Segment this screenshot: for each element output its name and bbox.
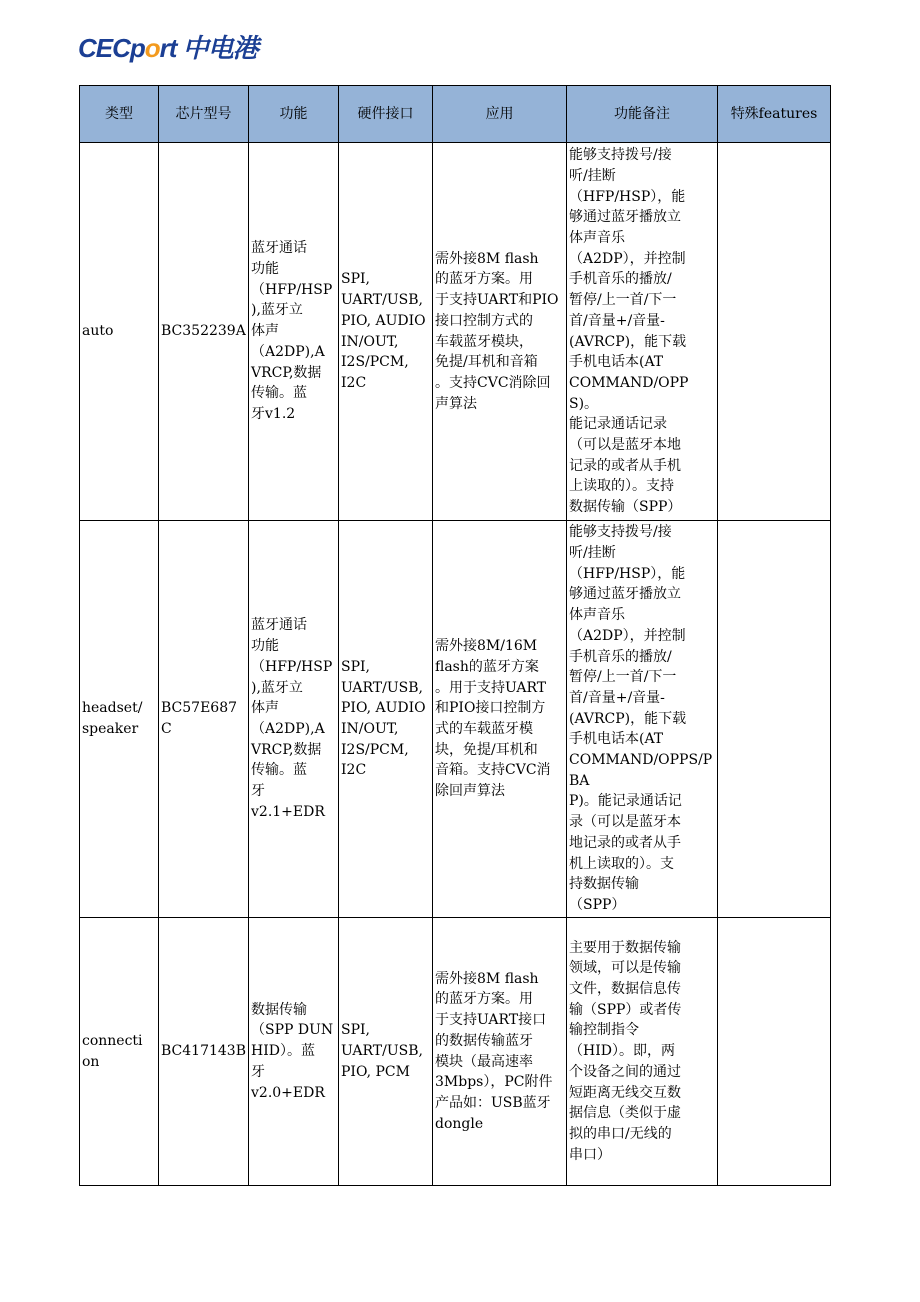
header-function: 功能 (249, 86, 339, 143)
chip-table (79, 85, 831, 1186)
header-application: 应用 (433, 86, 567, 143)
cell-function-notes: 主要用于数据传输 领域，可以是传输 文件，数据信息传 输（SPP）或者传 输控制指令 （HID）。即，两 个设备之间的通过 短距离无线交互数 据信息（类似于虚 拟的串口/无线的 串口） (567, 918, 718, 1186)
cell-function: 数据传输 （SPP DUN HID）。蓝 牙 v2.0+EDR (249, 918, 339, 1186)
header-row (80, 86, 831, 143)
cell-application: 需外接8M flash 的蓝牙方案。用 于支持UART接口 的数据传输蓝牙 模块（最高速率 3Mbps），PC附件 产品如：USB蓝牙 dongle (433, 918, 567, 1186)
header-chip-model: 芯片型号 (159, 86, 249, 143)
table-row (80, 918, 831, 1186)
cell-function: 蓝牙通话 功能 （HFP/HSP ),蓝牙立 体声 （A2DP),A VRCP,数据 传输。蓝 牙 v2.1+EDR (249, 521, 339, 918)
cell-hardware-interface: SPI, UART/USB, PIO, AUDIO IN/OUT, I2S/PCM, I2C (339, 143, 433, 521)
header-special-features: 特殊features (718, 86, 831, 143)
cell-chip-model: BC352239A (159, 143, 249, 521)
table-row (80, 521, 831, 918)
cell-function: 蓝牙通话 功能 （HFP/HSP ),蓝牙立 体声 （A2DP),A VRCP,数据 传输。蓝 牙v1.2 (249, 143, 339, 521)
header-type: 类型 (80, 86, 159, 143)
header-function-notes: 功能备注 (567, 86, 718, 143)
cell-special-features (718, 143, 831, 521)
cell-function-notes: 能够支持拨号/接 听/挂断 （HFP/HSP），能 够通过蓝牙播放立 体声音乐 （A2DP），并控制 手机音乐的播放/ 暂停/上一首/下一 首/音量+/音量- (AVRCP)，能下载 手机电话本(AT COMMAND/OPPS/PBA P)。能记录通话记 录（可以是蓝牙本 地记录的或者从手 机上读取的）。支 持数据传输 （SPP） (567, 521, 718, 918)
cell-special-features (718, 918, 831, 1186)
cell-application: 需外接8M/16M flash的蓝牙方案 。用于支持UART 和PIO接口控制方 式的车载蓝牙模 块，免提/耳机和 音箱。支持CVC消 除回声算法 (433, 521, 567, 918)
cell-chip-model: BC57E687C (159, 521, 249, 918)
cell-special-features (718, 521, 831, 918)
cell-function-notes: 能够支持拨号/接 听/挂断 （HFP/HSP），能 够通过蓝牙播放立 体声音乐 （A2DP），并控制 手机音乐的播放/ 暂停/上一首/下一 首/音量+/音量- (AVRCP)，能下载 手机电话本(AT COMMAND/OPPS)。 能记录通话记录 （可以是蓝牙本地 记录的或者从手机 上读取的）。支持 数据传输（SPP） (567, 143, 718, 521)
cell-hardware-interface: SPI, UART/USB, PIO, AUDIO IN/OUT, I2S/PCM, I2C (339, 521, 433, 918)
cell-application: 需外接8M flash 的蓝牙方案。用 于支持UART和PIO 接口控制方式的 车载蓝牙模块， 免提/耳机和音箱 。支持CVC消除回 声算法 (433, 143, 567, 521)
cell-hardware-interface: SPI, UART/USB, PIO, PCM (339, 918, 433, 1186)
cell-type: headset/ speaker (80, 521, 159, 918)
cell-type: connecti on (80, 918, 159, 1186)
cecport-logo: CECport 中电港 (78, 33, 258, 63)
cell-type: auto (80, 143, 159, 521)
cell-chip-model: BC417143B (159, 918, 249, 1186)
table-row (80, 143, 831, 521)
header-hardware-interface: 硬件接口 (339, 86, 433, 143)
